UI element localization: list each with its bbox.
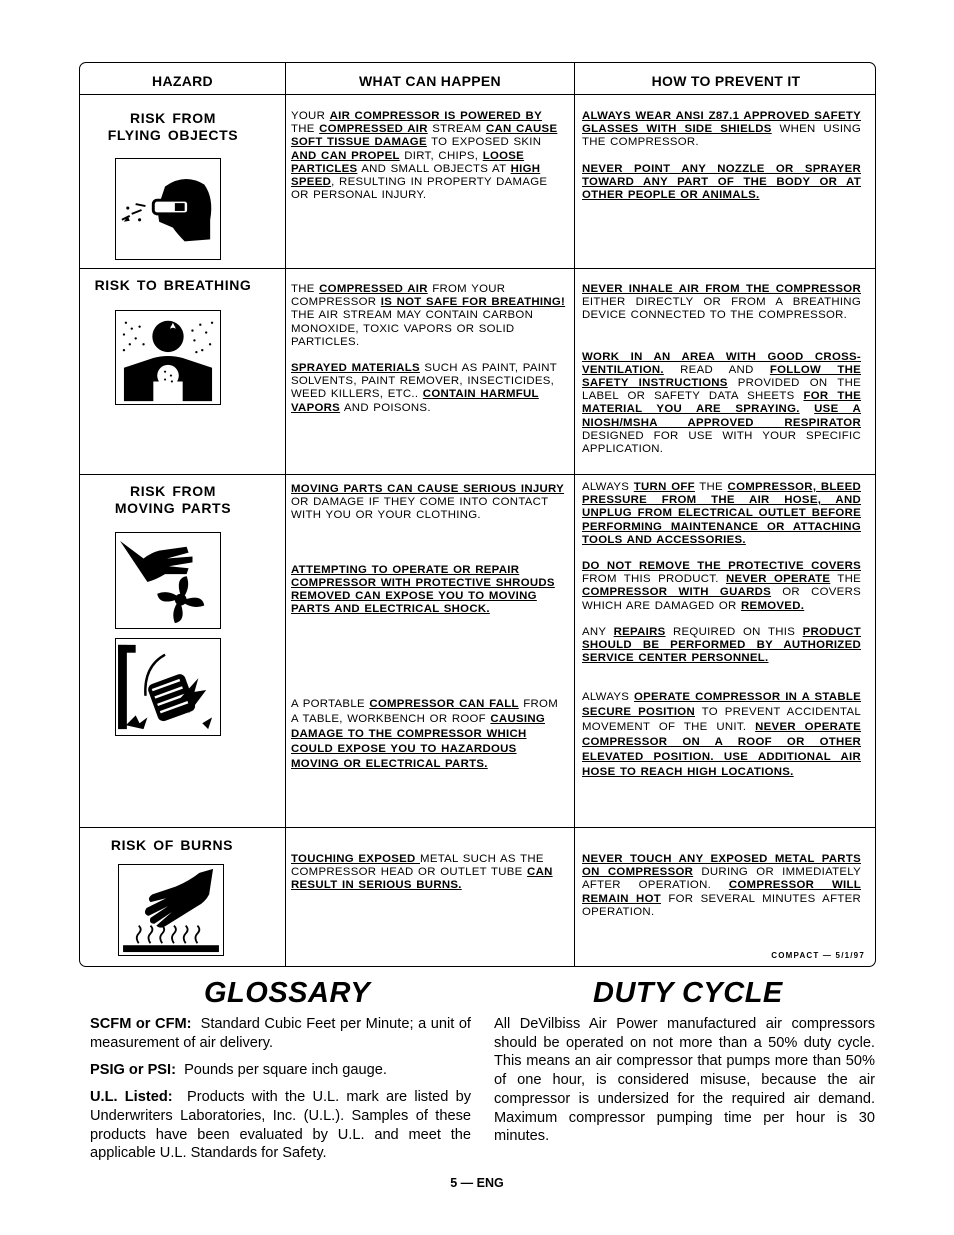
body-text: SUCH AS PAINT, PAINT SOLVENTS, PAINT REMOVER, INSECTICIDES, WEED KILLERS, ETC.. bbox=[291, 362, 557, 401]
glossary-entry bbox=[90, 1088, 471, 1163]
column-divider bbox=[285, 63, 286, 966]
emphasis-text: AIR COMPRESSOR IS POWERED BY bbox=[329, 110, 542, 122]
text-paragraph bbox=[582, 626, 861, 666]
emphasis-text: ALWAYS WEAR ANSI Z87.1 APPROVED SAFETY GLASSES WITH SIDE SHIELDS bbox=[582, 110, 861, 136]
duty-cycle-text bbox=[494, 1015, 875, 1154]
emphasis-text: COMPRESSOR, BLEED PRESSURE FROM THE AIR HOSE, AND UNPLUG FROM ELECTRICAL OUTLET BEFORE PERFORMING MAINTENANCE OR ATTACHING TOOLS AND ACCESSORIES. bbox=[582, 481, 861, 546]
emphasis-text: FOLLOW THE SAFETY INSTRUCTIONS bbox=[582, 363, 862, 390]
emphasis-text: WORK IN AN AREA WITH GOOD CROSS-VENTILATION. bbox=[582, 350, 861, 376]
emphasis-text: NEVER OPERATE bbox=[725, 573, 831, 586]
glossary-definition: Standard Cubic Feet per Minute; a unit of measurement of air delivery. bbox=[90, 1016, 471, 1051]
safety-table bbox=[79, 62, 876, 967]
emphasis-text: REMOVED. bbox=[741, 599, 805, 612]
body-text: OR DAMAGE IF THEY COME INTO CONTACT WITH YOU OR YOUR CLOTHING. bbox=[291, 496, 549, 522]
body-text: THE bbox=[830, 573, 861, 586]
emphasis-text: FOR THE MATERIAL YOU ARE SPRAYING. bbox=[582, 390, 861, 416]
emphasis-text: PRODUCT SHOULD BE PERFORMED BY AUTHORIZED SERVICE CENTER PERSONNEL. bbox=[582, 625, 861, 665]
hazard-label-flying-objects: RISK FROM FLYING OBJECTS bbox=[107, 110, 239, 143]
emphasis-text: NEVER OPERATE COMPRESSOR ON A ROOF OR OTHER ELEVATED POSITION. USE ADDITIONAL AIR HOSE TO REACH HIGH LOCATIONS. bbox=[582, 721, 861, 779]
text-paragraph bbox=[582, 690, 861, 780]
how-to-prevent-burns bbox=[582, 853, 861, 919]
glossary-term: U.L. Listed: bbox=[90, 1089, 173, 1106]
text-paragraph bbox=[291, 697, 567, 772]
text-paragraph bbox=[582, 163, 861, 203]
hazard-label-burns: RISK OF BURNS bbox=[110, 837, 234, 853]
emphasis-text: LOOSE PARTICLES bbox=[291, 149, 525, 175]
glossary-heading: GLOSSARY bbox=[204, 977, 371, 1009]
emphasis-text: SPRAYED MATERIALS bbox=[291, 362, 420, 375]
emphasis-text: TURN OFF bbox=[633, 481, 695, 493]
body-text: ALWAYS bbox=[582, 691, 634, 704]
text-paragraph bbox=[291, 853, 567, 893]
body-text: DESIGNED FOR USE WITH YOUR SPECIFIC APPLICATION. bbox=[582, 429, 861, 456]
text-paragraph bbox=[291, 564, 567, 617]
hazard-label-breathing: RISK TO BREATHING bbox=[94, 277, 252, 293]
glossary-entry bbox=[90, 1015, 471, 1052]
body-text: EITHER DIRECTLY OR FROM A BREATHING DEVICE CONNECTED TO THE COMPRESSOR. bbox=[582, 296, 861, 322]
body-text: FROM A TABLE, WORKBENCH OR ROOF bbox=[291, 698, 558, 726]
emphasis-text: HIGH SPEED bbox=[291, 162, 541, 189]
text-paragraph bbox=[291, 362, 567, 415]
emphasis-text: COMPRESSOR CAN FALL bbox=[369, 698, 519, 711]
text-paragraph bbox=[291, 283, 567, 349]
emphasis-text: REPAIRS bbox=[613, 625, 666, 638]
glossary-term: SCFM or CFM: bbox=[90, 1016, 192, 1032]
body-text: FROM THIS PRODUCT. bbox=[582, 573, 726, 586]
body-text: OR COVERS WHICH ARE DAMAGED OR bbox=[582, 586, 861, 612]
column-header-prevent: HOW TO PREVENT IT bbox=[651, 73, 801, 89]
what-can-happen-breathing bbox=[291, 283, 567, 415]
glossary-term: PSIG or PSI: bbox=[90, 1061, 176, 1078]
body-text: READ AND bbox=[663, 363, 770, 376]
text-paragraph bbox=[582, 481, 861, 547]
body-text: THE bbox=[291, 123, 320, 136]
duty-cycle-heading: DUTY CYCLE bbox=[593, 977, 783, 1009]
body-text: AND POISONS. bbox=[340, 401, 431, 414]
emphasis-text: COMPRESSED AIR bbox=[319, 283, 428, 295]
eye-protection-icon bbox=[115, 158, 221, 260]
emphasis-text: TOUCHING EXPOSED bbox=[291, 853, 421, 865]
body-text: ALWAYS bbox=[582, 481, 634, 493]
column-header-what: WHAT CAN HAPPEN bbox=[359, 73, 501, 89]
what-can-happen-burns bbox=[291, 853, 567, 893]
emphasis-text: CONTAIN HARMFUL VAPORS bbox=[291, 388, 539, 414]
emphasis-text: MOVING PARTS CAN CAUSE SERIOUS INJURY bbox=[291, 483, 565, 495]
emphasis-text: IS NOT SAFE FOR BREATHING! bbox=[380, 296, 566, 309]
row-divider bbox=[80, 268, 875, 269]
text-paragraph bbox=[291, 483, 567, 523]
emphasis-text: ATTEMPTING TO OPERATE OR REPAIR COMPRESSOR WITH PROTECTIVE SHROUDS REMOVED CAN EXPOSE YOU TO MOVING PARTS AND ELECTRICAL SHOCK. bbox=[291, 563, 555, 616]
body-text: AND SMALL OBJECTS AT bbox=[357, 162, 511, 175]
body-text: REQUIRED ON THIS bbox=[665, 625, 803, 638]
body-text: YOUR bbox=[291, 110, 330, 122]
glossary-entry bbox=[90, 1061, 471, 1080]
revision-stamp: COMPACT — 5/1/97 bbox=[771, 951, 865, 960]
body-text: FROM YOUR COMPRESSOR bbox=[291, 283, 506, 309]
emphasis-text: DO NOT REMOVE THE PROTECTIVE COVERS bbox=[582, 560, 861, 573]
emphasis-text: OPERATE COMPRESSOR IN A STABLE SECURE POSITION bbox=[582, 691, 861, 719]
what-can-happen-moving bbox=[291, 483, 567, 772]
row-divider bbox=[80, 827, 875, 828]
text-paragraph bbox=[582, 110, 861, 150]
how-to-prevent-moving bbox=[582, 481, 861, 780]
body-text: TO EXPOSED SKIN bbox=[426, 136, 542, 149]
hazard-label-moving-parts: RISK FROM MOVING PARTS bbox=[114, 483, 232, 516]
page-footer: 5 — ENG bbox=[450, 1176, 504, 1190]
body-text: TO PREVENT ACCIDENTAL MOVEMENT OF THE UNIT. bbox=[582, 706, 861, 734]
text-paragraph bbox=[582, 351, 861, 457]
emphasis-text: AND CAN PROPEL bbox=[291, 149, 400, 162]
emphasis-text: COMPRESSED AIR bbox=[319, 123, 428, 136]
body-text: THE bbox=[291, 283, 320, 295]
emphasis-text: COMPRESSOR WITH GUARDS bbox=[582, 586, 772, 599]
body-text: THE bbox=[694, 481, 728, 493]
body-text: WHEN USING THE COMPRESSOR. bbox=[582, 123, 861, 149]
body-text: METAL SUCH AS THE COMPRESSOR HEAD OR OUTLET TUBE bbox=[291, 853, 544, 879]
text-paragraph bbox=[582, 560, 861, 613]
emphasis-text: NEVER INHALE AIR FROM THE COMPRESSOR bbox=[582, 283, 861, 295]
emphasis-text: CAN RESULT IN SERIOUS BURNS. bbox=[291, 866, 553, 892]
glossary-definition: Products with the U.L. mark are listed by Underwriters Laboratories, Inc. (U.L.). Samples of these products have been evaluated by U.L. and meet the applicable U.L. Standards for Safety. bbox=[90, 1089, 472, 1162]
hot-surface-icon bbox=[118, 864, 224, 956]
emphasis-text: NEVER TOUCH ANY EXPOSED METAL PARTS ON COMPRESSOR bbox=[582, 853, 861, 879]
body-text: FOR SEVERAL MINUTES AFTER OPERATION. bbox=[582, 892, 862, 918]
emphasis-text: USE A NIOSH/MSHA APPROVED RESPIRATOR bbox=[582, 403, 861, 429]
body-text: , RESULTING IN PROPERTY DAMAGE OR PERSONAL INJURY. bbox=[291, 176, 548, 202]
what-can-happen-flying bbox=[291, 110, 567, 202]
text-paragraph bbox=[291, 110, 567, 202]
emphasis-text: CAN CAUSE SOFT TISSUE DAMAGE bbox=[291, 123, 558, 149]
glossary-list bbox=[90, 1015, 471, 1171]
body-text bbox=[800, 403, 814, 415]
emphasis-text: COMPRESSOR WILL REMAIN HOT bbox=[582, 879, 861, 905]
body-text: PROVIDED ON THE LABEL OR SAFETY DATA SHEETS bbox=[582, 377, 861, 403]
body-text: STREAM bbox=[427, 123, 486, 136]
how-to-prevent-breathing bbox=[582, 283, 861, 456]
column-divider bbox=[574, 63, 575, 966]
emphasis-text: NEVER POINT ANY NOZZLE OR SPRAYER TOWARD ANY PART OF THE BODY OR AT OTHER PEOPLE OR ANIMALS. bbox=[582, 162, 861, 202]
body-text: A PORTABLE bbox=[291, 698, 370, 711]
row-divider bbox=[80, 474, 875, 475]
header-divider bbox=[80, 94, 875, 95]
how-to-prevent-flying bbox=[582, 110, 861, 202]
column-header-hazard: HAZARD bbox=[152, 73, 213, 89]
glossary-definition: Pounds per square inch gauge. bbox=[184, 1061, 387, 1078]
body-text: DURING OR IMMEDIATELY AFTER OPERATION. bbox=[582, 866, 861, 892]
electric-shock-hazard-icon bbox=[115, 638, 221, 736]
text-paragraph bbox=[582, 853, 861, 919]
body-text: ANY bbox=[582, 625, 614, 638]
body-text: THE AIR STREAM MAY CONTAIN CARBON MONOXIDE, TOXIC VAPORS OR SOLID PARTICLES. bbox=[291, 309, 534, 348]
body-text: DIRT, CHIPS, bbox=[399, 149, 483, 162]
emphasis-text: CAUSING DAMAGE TO THE COMPRESSOR WHICH COULD EXPOSE YOU TO HAZARDOUS MOVING OR ELECTRICAL PARTS. bbox=[291, 713, 546, 771]
rotating-fan-hazard-icon bbox=[115, 532, 221, 629]
respiratory-hazard-icon bbox=[115, 310, 221, 405]
duty-cycle-paragraph: All DeVilbiss Air Power manufactured air compressors should be operated on not more than a 50% duty cycle. This means an air compressor that pumps more than 50% of one hour, is considered misuse, because the air compressor is undersized for the required air demand. Maximum compressor pumping time per hour is 30 minutes. bbox=[494, 1016, 875, 1145]
text-paragraph bbox=[582, 283, 861, 323]
